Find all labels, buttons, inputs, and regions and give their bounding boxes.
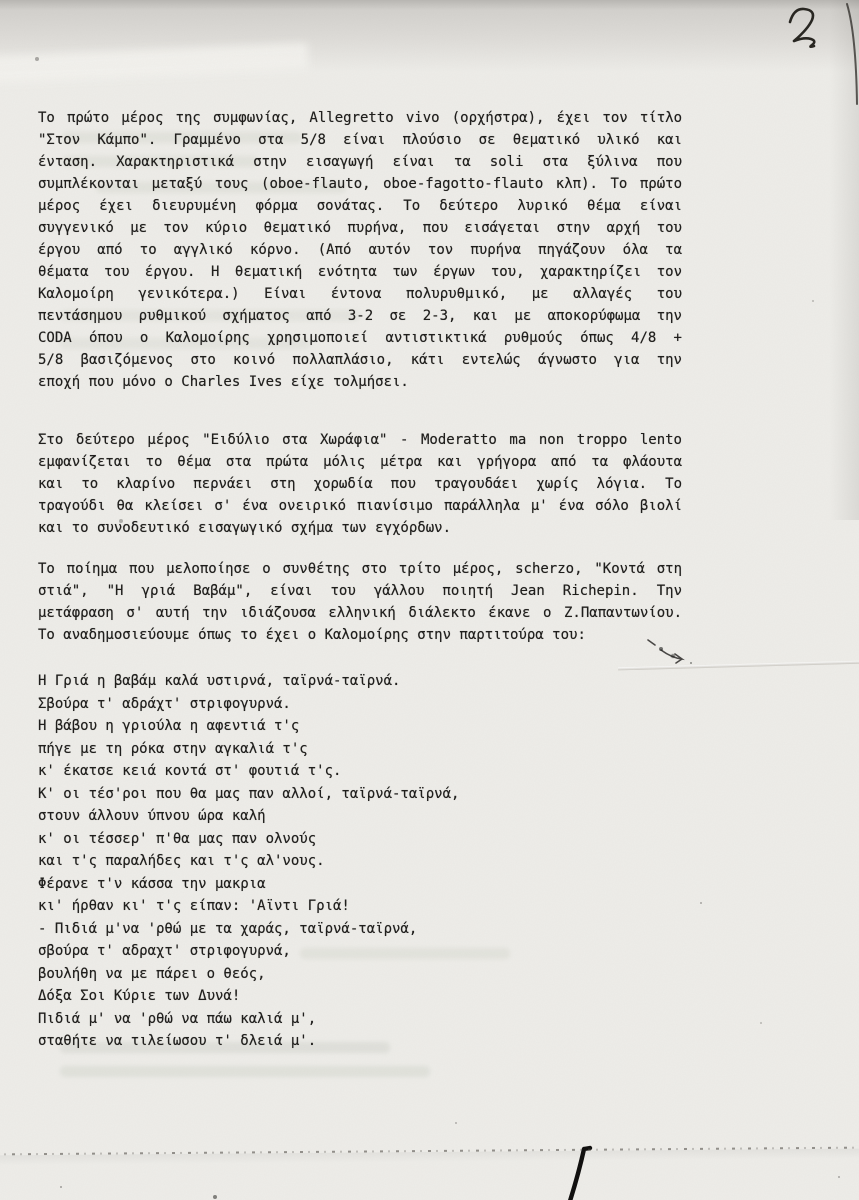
text-line: "Στον Κάμπο". Γραμμένο στα 5/8 είναι πλούσιο σε θεματικό υλικό και — [38, 132, 682, 148]
text-line: και το συνοδευτικό εισαγωγικό σχήμα των εγχόρδων. — [38, 520, 452, 536]
paragraph-second-movement — [38, 429, 682, 539]
text-line: CODA όπου ο Καλομοίρης χρησιμοποιεί αντιστικτικά ρυθμούς όπως 4/8 + — [38, 330, 682, 346]
text-line: Καλομοίρη γενικότερα.) Είναι έντονα πολυρυθμικό, με αλλαγές του — [38, 286, 682, 302]
text-line: έργου από το αγγλικό κόρνο. (Από αυτόν τον πυρήνα πηγάζουν όλα τα — [38, 242, 682, 258]
text-line: - Πιδιά μ'να 'ρθώ με τα χαράς, ταϊρνά-ταϊρνά, — [38, 920, 418, 937]
text-line: πήγε με τη ρόκα στην αγκαλιά τ'ς — [38, 740, 308, 757]
text-line: ένταση. Χαρακτηριστικά στην εισαγωγή είναι τα soli στα ξύλινα που — [38, 154, 682, 170]
text-line: Πιδιά μ' να 'ρθώ να πάω καλιά μ', — [38, 1010, 317, 1027]
text-line: Το πρώτο μέρος της συμφωνίας, Allegretto vivo (ορχήστρα), έχει τον τίτλο — [38, 110, 682, 126]
text-line: Δόξα Σοι Κύριε των Δυνά! — [38, 988, 241, 1004]
paragraph-first-movement — [38, 107, 682, 393]
text-line: και το κλαρίνο περνάει στη χορωδία που τραγουδάει χωρίς λόγια. Το — [38, 476, 682, 492]
text-line: μετάφραση σ' αυτή την ιδιάζουσα ελληνική διάλεκτο έκανε ο Ζ.Παπαντωνίου. — [38, 605, 682, 621]
text-line: σταθήτε να τιλείωσου τ' δλειά μ'. — [38, 1033, 317, 1049]
paragraph-third-movement-poem-intro — [38, 558, 682, 646]
text-line: Το ποίημα που μελοποίησε ο συνθέτης στο τρίτο μέρος, scherzo, "Κοντά στη — [38, 561, 682, 577]
text-line: εποχή που μόνο ο Charles Ives είχε τολμήσει. — [38, 374, 409, 390]
text-line: συμπλέκονται μεταξύ τους (oboe-flauto, oboe-fagotto-flauto κλπ). Το πρώτο — [38, 176, 682, 192]
paper-crease-bottom-shadow — [0, 1149, 859, 1166]
text-line: και τ'ς παραλήδες και τ'ς αλ'νους. — [38, 853, 325, 869]
text-line: στιά", "Η γριά Βαβάμ", είναι του γάλλου ποιητή Jean Richepin. Την — [38, 583, 682, 599]
ink-bleedthrough-smudge — [60, 1066, 430, 1077]
document-body — [38, 107, 682, 1053]
text-line: 5/8 βασιζόμενος στο κοινό πολλαπλάσιο, κάτι εντελώς άγνωστο για την — [38, 352, 682, 368]
text-line: κ' οι τέσσερ' π'θα μας παν ολνούς — [38, 830, 317, 847]
text-line: συγγενικό με τον κύριο θεματικό πυρήνα, που εισάγεται στην αρχή του — [38, 220, 682, 236]
text-line: κι' ήρθαν κι' τ'ς είπαν: 'Αϊντι Γριά! — [38, 898, 350, 914]
text-line: πεντάσημου ρυθμικού σχήματος από 3-2 σε 2-3, και με αποκορύφωμα την — [38, 308, 682, 324]
poem-text — [38, 670, 682, 1053]
text-line: τραγούδι θα κλείσει σ' ένα ονειρικό πιανίσιμο παράλληλα μ' ένα σόλο βιολί — [38, 498, 682, 514]
text-line: θέματα του έργου. Η θεματική ενότητα των έργων του, χαρακτηρίζει τον — [38, 264, 682, 280]
scan-dust-specks — [0, 0, 2, 2]
text-line: κ' έκατσε κειά κοντά στ' φουτιά τ'ς. — [38, 763, 342, 779]
text-line: Η βάβου η γριούλα η αφεντιά τ'ς — [38, 718, 300, 734]
text-line: βουλήθη να με πάρει ο θεός, — [38, 965, 266, 982]
text-line: Η Γριά η βαβάμ καλά υστιρνά, ταϊρνά-ταϊρνά. — [38, 673, 401, 689]
text-line: Το αναδημοσιεύουμε όπως το έχει ο Καλομοίρης στην παρτιτούρα του: — [38, 627, 586, 643]
text-line: στουν άλλουν ύπνου ώρα καλή — [38, 808, 266, 824]
text-line: Κ' οι τέσ'ροι που θα μας παν αλλοί, ταϊρνά-ταϊρνά, — [38, 785, 460, 802]
text-line: Σβούρα τ' αδράχτ' στριφογυρνά. — [38, 695, 291, 712]
text-line: μέρος έχει διευρυμένη φόρμα σονάτας. Το δεύτερο λυρικό θέμα είναι — [38, 198, 682, 214]
text-line: Στο δεύτερο μέρος "Ειδύλιο στα Χωράφια" - Moderatto ma non troppo lento — [38, 432, 682, 448]
text-line: σβούρα τ' αδραχτ' στριφογυρνά, — [38, 943, 291, 959]
scan-right-edge-shadow — [829, 0, 859, 520]
text-line: Φέρανε τ'ν κάσσα την μακρια — [38, 875, 266, 892]
text-line: εμφανίζεται το θέμα στα πρώτα μόλις μέτρα και γρήγορα από τα φλάουτα — [38, 454, 682, 470]
